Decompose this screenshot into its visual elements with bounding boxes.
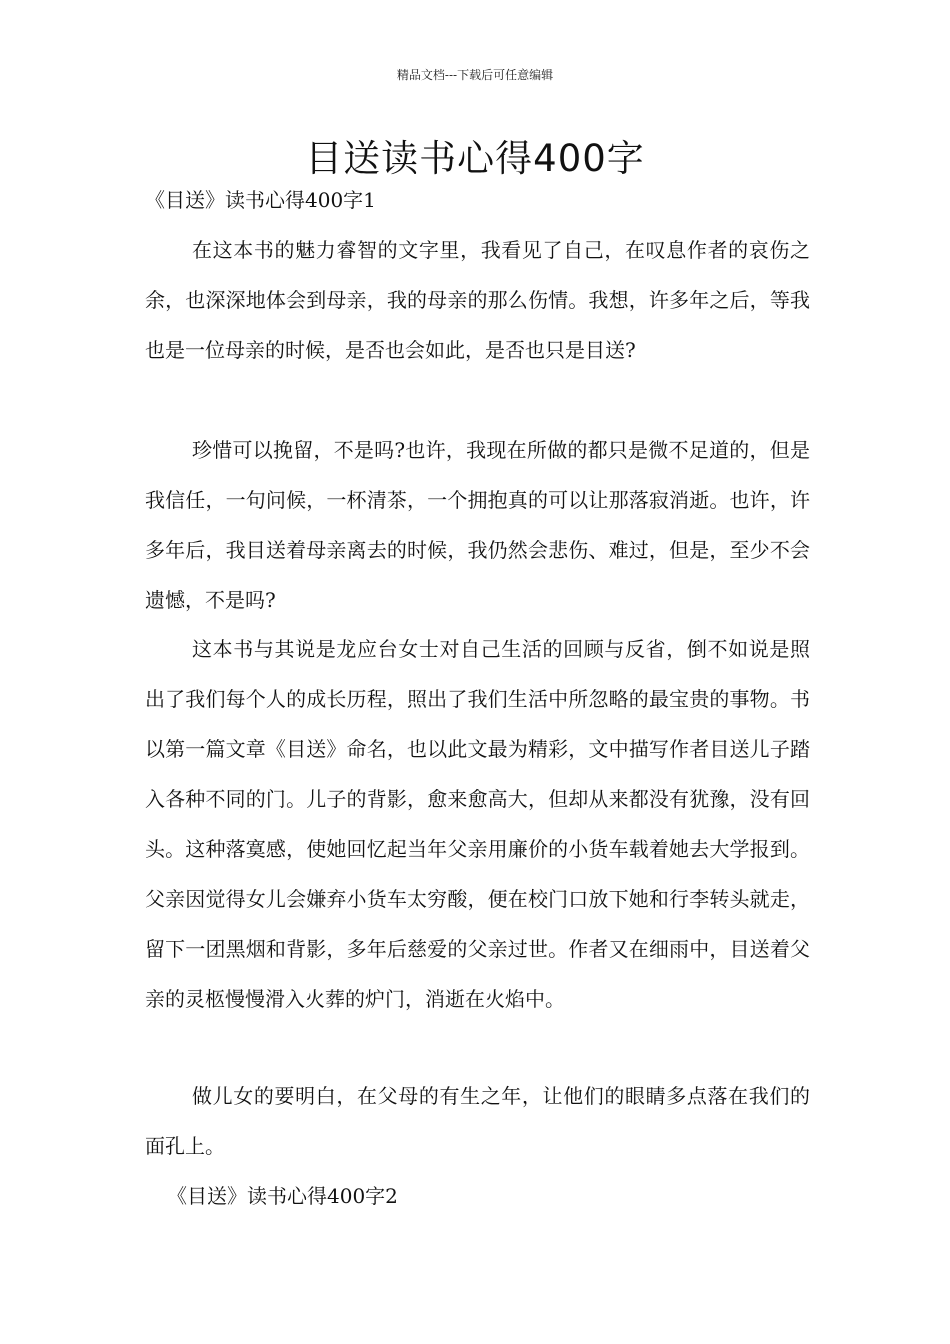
- paragraph-4: 做儿女的要明白，在父母的有生之年，让他们的眼睛多点落在我们的面孔上。: [145, 1084, 810, 1158]
- paragraph-1: 在这本书的魅力睿智的文字里，我看见了自己，在叹息作者的哀伤之余，也深深地体会到母亲，我的母亲的那么伤情。我想，许多年之后，等我也是一位母亲的时候，是否也会如此，是否也只是目送?: [145, 238, 810, 362]
- section-heading-2: 《目送》读书心得400字2: [167, 1184, 398, 1208]
- section-heading-1: 《目送》读书心得400字1: [145, 188, 376, 212]
- paragraph-2: 珍惜可以挽留，不是吗?也许，我现在所做的都只是微不足道的，但是我信任，一句问候，一杯清茶，一个拥抱真的可以让那落寂消逝。也许，许多年后，我目送着母亲离去的时候，我仍然会悲伤、难过，但是，至少不会遗憾，不是吗?: [145, 438, 810, 612]
- header-note: 精品文档---下载后可任意编辑: [396, 68, 554, 82]
- paragraph-3: 这本书与其说是龙应台女士对自己生活的回顾与反省，倒不如说是照出了我们每个人的成长历程，照出了我们生活中所忽略的最宝贵的事物。书以第一篇文章《目送》命名，也以此文最为精彩，文中描写作者目送儿子踏入各种不同的门。儿子的背影，愈来愈高大，但却从来都没有犹豫，没有回头。这种落寞感，使她回忆起当年父亲用廉价的小货车载着她去大学报到。父亲因觉得女儿会嫌弃小货车太穷酸，便在校门口放下她和行李转头就走，留下一团黑烟和背影，多年后慈爱的父亲过世。作者又在细雨中，目送着父亲的灵柩慢慢滑入火葬的炉门，消逝在火焰中。: [145, 637, 810, 1011]
- document-title: 目送读书心得400字: [305, 137, 645, 180]
